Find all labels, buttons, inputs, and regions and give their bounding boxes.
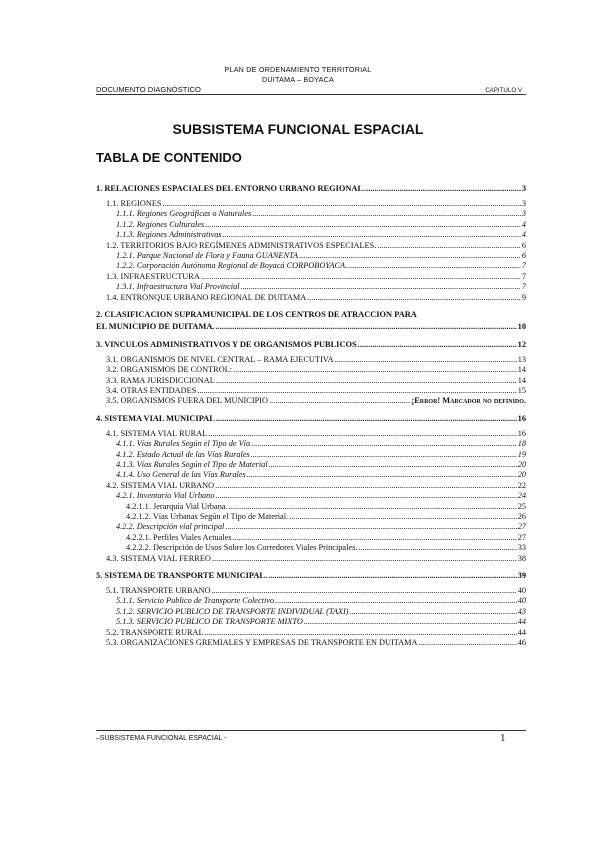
toc-leader [299, 251, 521, 261]
header-divider [96, 94, 526, 95]
toc-entry-page: ¡Error! Marcador no definido. [411, 396, 526, 406]
toc-entry-page: 33 [517, 543, 526, 553]
toc-leader [251, 450, 517, 460]
toc-entry[interactable] [96, 261, 526, 271]
toc-leader [223, 230, 521, 240]
toc-entry[interactable] [96, 460, 526, 470]
toc-entry-title: 1.1. REGIONES [106, 199, 162, 208]
toc-entry-title: 5.2. TRANSPORTE RURAL [106, 627, 204, 637]
toc-entry[interactable] [96, 628, 526, 638]
toc-entry-title: 5.1.1. Servicio Publico de Transporte Colectivo [116, 596, 275, 606]
footer-page-number: 1 [500, 732, 506, 744]
header-location: DUITAMA – BOYACA [261, 75, 335, 84]
toc-entry-page: 16 [517, 428, 526, 438]
toc-leader [269, 460, 517, 470]
toc-entry-title: 4.1.4. Uso General de las Vías Rurales [116, 470, 246, 480]
toc-entry-title: 1.2.2. Corporación Autónoma Regional de Boyacá CORPOBOYACA [116, 261, 346, 271]
toc-entry-page: 26 [517, 511, 526, 521]
toc-entry-page: 44 [517, 627, 526, 637]
header-plan-title: PLAN DE ORDENAMIENTO TERRITORIAL [224, 65, 372, 74]
table-of-contents [96, 183, 526, 648]
toc-entry-page: 19 [517, 449, 526, 459]
toc-entry-title: 4.2.2.1. Perfiles Viales Actuales [126, 532, 232, 542]
toc-heading: TABLA DE CONTENIDO [96, 150, 242, 165]
toc-entry[interactable] [96, 554, 526, 564]
toc-entry[interactable] [96, 481, 526, 491]
toc-leader [215, 481, 517, 491]
toc-entry-page: 44 [517, 617, 526, 627]
toc-leader [229, 502, 517, 512]
toc-entry[interactable] [96, 396, 526, 406]
toc-entry[interactable] [96, 543, 526, 553]
toc-entry-title: EL MUNICIPIO DE DUITAMA. [96, 321, 215, 331]
toc-entry-title: 4.3. SISTEMA VIAL FERREO [106, 553, 211, 563]
toc-entry[interactable] [96, 429, 526, 439]
toc-leader [364, 183, 521, 195]
toc-entry[interactable] [96, 230, 526, 240]
toc-leader [358, 339, 517, 351]
toc-entry-page: 6 [521, 240, 526, 250]
toc-entry[interactable] [96, 570, 526, 582]
toc-entry[interactable] [96, 512, 526, 522]
toc-entry-page: 7 [521, 282, 526, 292]
toc-leader [268, 570, 517, 582]
toc-entry-page: 24 [517, 491, 526, 501]
toc-entry[interactable] [96, 209, 526, 219]
page-title: SUBSISTEMA FUNCIONAL ESPACIAL [172, 121, 424, 137]
toc-entry-title: 4.2. SISTEMA VIAL URBANO [106, 480, 215, 490]
toc-leader [208, 429, 517, 439]
toc-entry-page: 38 [517, 553, 526, 563]
toc-entry-page: 43 [517, 606, 526, 616]
toc-leader [304, 617, 517, 627]
toc-leader [211, 586, 516, 596]
toc-entry-title: 4.1.3. Vías Rurales Según el Tipo de Material [116, 460, 268, 470]
toc-entry-title: 1.1.3. Regiones Administrativas [116, 230, 222, 240]
toc-entry-title: 4.2.2. Descripción vial principal [116, 522, 225, 532]
toc-leader [212, 554, 517, 564]
toc-leader [233, 533, 517, 543]
toc-entry-page: 10 [517, 321, 526, 331]
toc-entry-page: 13 [517, 354, 526, 364]
toc-entry-title: 4.1.1. Vías Rurales Según el Tipo de Vía [116, 439, 251, 449]
toc-leader [216, 413, 517, 425]
toc-entry-title: 4. SISTEMA VIAL MUNICIPAL [96, 413, 215, 423]
toc-entry-page: 3 [521, 199, 526, 208]
toc-entry-title: 3.4. OTRAS ENTIDADES [106, 386, 197, 396]
toc-leader [233, 365, 517, 375]
toc-leader [335, 355, 517, 365]
toc-entry-page: 7 [521, 271, 526, 281]
toc-entry-title: 3.2. ORGANISMOS DE CONTROL: [106, 365, 233, 375]
toc-entry-page: 3 [521, 209, 526, 219]
toc-leader [205, 220, 521, 230]
toc-entry[interactable] [96, 596, 526, 606]
toc-entry[interactable] [96, 413, 526, 425]
toc-leader [247, 470, 517, 480]
toc-entry-page: 15 [517, 386, 526, 396]
toc-entry-title: 4.1.2. Estado Actual de las Vías Rurales [116, 449, 250, 459]
toc-leader [205, 628, 517, 638]
toc-entry[interactable] [96, 386, 526, 396]
toc-entry-title: 1.4. ENTRONQUE URBANO REGIONAL DE DUITAMA [106, 292, 307, 302]
toc-entry-title: 1.2. TERRITORIOS BAJO REGÍMENES ADMINISTRATIVOS ESPECIALES. [106, 240, 377, 250]
toc-entry-title: 5.1. TRANSPORTE URBANO [106, 585, 211, 595]
toc-leader [216, 376, 517, 386]
toc-entry[interactable] [96, 339, 526, 351]
toc-entry-page: 40 [517, 585, 526, 595]
toc-entry-page: 39 [517, 570, 526, 580]
toc-entry-page: 7 [521, 261, 526, 271]
toc-entry[interactable] [96, 355, 526, 365]
toc-entry-page: 12 [517, 339, 526, 349]
toc-entry-title: 3.3. RAMA JURISDICCIONAL [106, 375, 215, 385]
toc-entry[interactable] [96, 220, 526, 230]
toc-entry-page: 25 [517, 501, 526, 511]
toc-entry-page: 20 [517, 460, 526, 470]
toc-entry-title: 5.1.3. SERVICIO PUBLICO DE TRANSPORTE MIXTO [116, 617, 303, 627]
toc-leader [350, 607, 517, 617]
toc-entry[interactable] [96, 272, 526, 282]
toc-entry-title: 4.2.1.1. Jerarquía Vial Urbana. [126, 501, 228, 511]
toc-entry-title: 4.1. SISTEMA VIAL RURAL [106, 428, 208, 438]
toc-entry-page: 27 [517, 532, 526, 542]
toc-leader [225, 522, 516, 532]
toc-entry-title: 3. VINCULOS ADMINISTRATIVOS Y DE ORGANISMOS PUBLICOS [96, 339, 357, 349]
footer-divider [96, 730, 526, 731]
toc-entry[interactable] [96, 522, 526, 532]
toc-leader [419, 638, 517, 648]
toc-leader [346, 261, 521, 271]
toc-entry[interactable] [96, 450, 526, 460]
toc-leader [358, 543, 516, 553]
toc-entry-page: 46 [517, 637, 526, 647]
toc-entry-title: 5.3. ORGANIZACIONES GREMIALES Y EMPRESAS DE TRANSPORTE EN DUITAMA [106, 637, 418, 647]
toc-entry-page: 14 [517, 375, 526, 385]
toc-entry-title: 3.1. ORGANISMOS DE NIVEL CENTRAL – RAMA EJECUTIVA [106, 354, 334, 364]
toc-leader [201, 272, 521, 282]
toc-entry-page: 16 [517, 413, 526, 423]
toc-entry[interactable] [96, 638, 526, 648]
toc-entry-page: 4 [521, 230, 526, 240]
footer-section-name: –SUBSISTEMA FUNCIONAL ESPACIAL - [96, 735, 227, 742]
toc-entry-title: 4.2.1. Inventario Vial Urbano [116, 491, 215, 501]
toc-entry-page: 20 [517, 470, 526, 480]
toc-entry-title: 5.1.2. SERVICIO PUBLICO DE TRANSPORTE INDIVIDUAL (TAXI) [116, 606, 349, 616]
toc-entry-page: 3 [521, 184, 526, 193]
toc-entry[interactable] [96, 491, 526, 501]
toc-leader [275, 596, 517, 606]
toc-leader [197, 386, 516, 396]
toc-entry[interactable] [96, 586, 526, 596]
toc-entry[interactable] [96, 199, 526, 209]
toc-entry-title: 2. CLASIFICACION SUPRAMUNICIPAL DE LOS CENTROS DE ATRACCION PARA [96, 309, 417, 319]
toc-entry-title: 4.2.1.2. Vías Urbanas Según el Tipo de Material. [126, 511, 289, 521]
toc-leader [215, 491, 516, 501]
toc-leader [377, 241, 521, 251]
toc-leader [307, 293, 521, 303]
toc-leader [289, 512, 517, 522]
toc-entry-title: 1.3. INFRAESTRUCTURA [106, 271, 200, 281]
toc-entry[interactable] [96, 282, 526, 292]
toc-entry-page: 18 [517, 439, 526, 449]
toc-entry-title: 3.5. ORGANISMOS FUERA DEL MUNICIPIO [106, 396, 268, 406]
toc-entry[interactable] [96, 470, 526, 480]
toc-entry[interactable] [96, 241, 526, 251]
toc-entry-page: 14 [517, 365, 526, 375]
toc-leader [241, 282, 521, 292]
toc-leader [216, 321, 517, 333]
header-chapter: CAPITULO V [485, 87, 522, 94]
toc-entry-page: 4 [521, 219, 526, 229]
toc-entry[interactable] [96, 365, 526, 375]
toc-leader [252, 209, 521, 219]
toc-leader [163, 199, 521, 209]
toc-leader [269, 396, 411, 406]
toc-entry[interactable] [96, 183, 526, 195]
toc-leader [251, 439, 517, 449]
toc-entry[interactable] [96, 439, 526, 449]
toc-entry[interactable] [96, 309, 526, 333]
header-document-type: DOCUMENTO DIAGNÓSTICO [96, 85, 201, 94]
toc-entry-page: 6 [521, 250, 526, 260]
toc-entry-page: 9 [521, 292, 526, 302]
toc-entry[interactable] [96, 251, 526, 261]
toc-entry-title: 1.1.2. Regiones Culturales [116, 219, 205, 229]
toc-entry-title: 5. SISTEMA DE TRANSPORTE MUNICIPAL. [96, 570, 268, 580]
toc-entry[interactable] [96, 533, 526, 543]
toc-entry-title: 1.2.1. Parque Nacional de Flora y Fauna GUANENTA [116, 250, 299, 260]
toc-entry-page: 40 [517, 596, 526, 606]
toc-entry[interactable] [96, 617, 526, 627]
toc-entry[interactable] [96, 607, 526, 617]
toc-entry[interactable] [96, 293, 526, 303]
toc-entry-title: 4.2.2.2. Descripción de Usos Sobre los Corredores Viales Principales. [126, 543, 358, 553]
toc-entry[interactable] [96, 502, 526, 512]
toc-entry-page: 27 [517, 522, 526, 532]
toc-entry-page: 22 [517, 480, 526, 490]
toc-entry-title: 1.1.1. Regiones Geográficas o Naturales [116, 209, 252, 219]
toc-entry-title: 1. RELACIONES ESPACIALES DEL ENTORNO URBANO REGIONAL [96, 184, 364, 193]
toc-entry-title: 1.3.1. Infraestructura Vial Provincial [116, 282, 240, 292]
toc-entry[interactable] [96, 376, 526, 386]
